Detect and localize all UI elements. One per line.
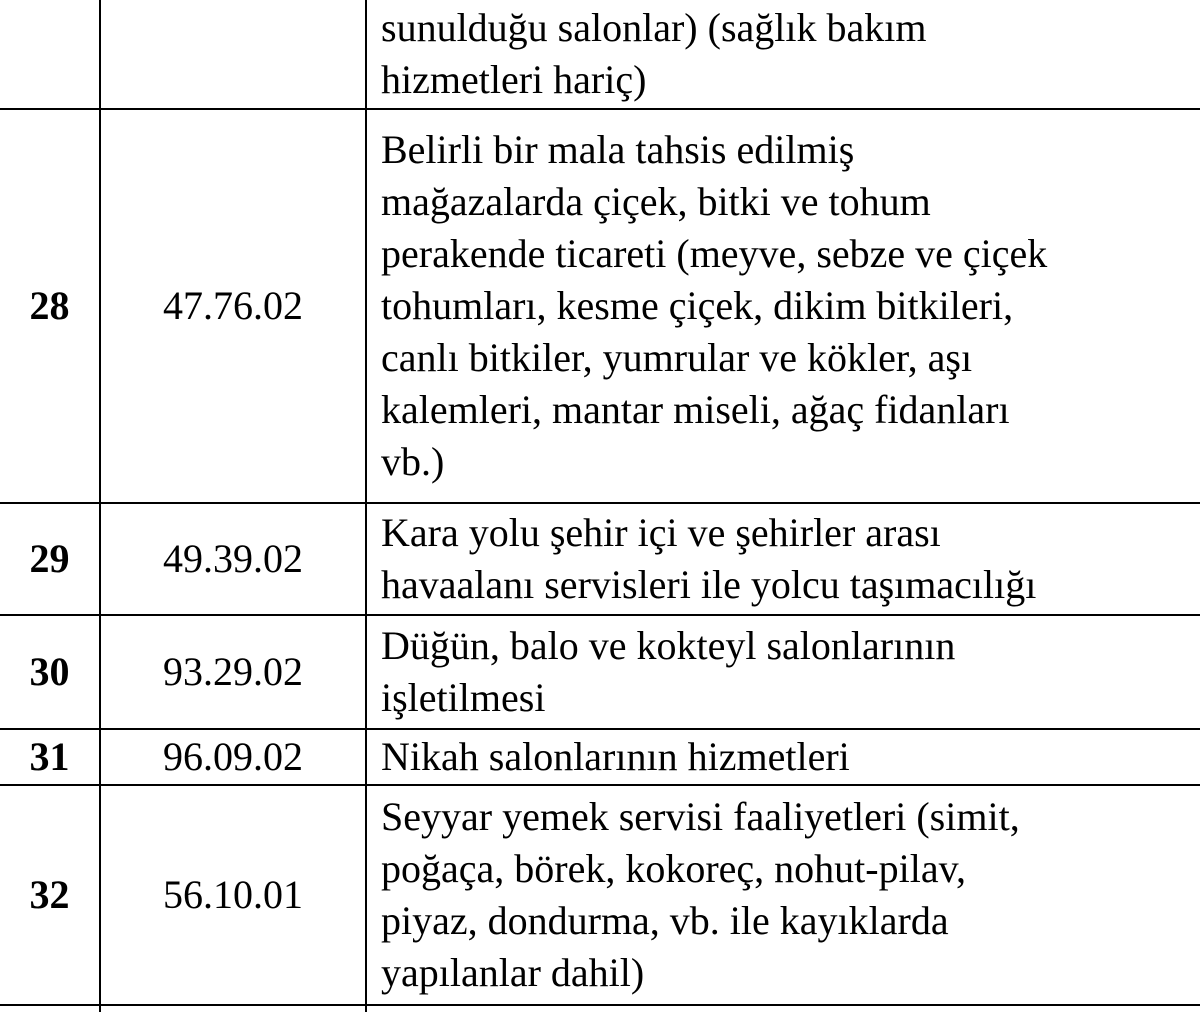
activity-code-cell: 47.76.02 — [100, 109, 366, 503]
description-line: canlı bitkiler, yumrular ve kökler, aşı — [381, 335, 973, 380]
description-cell — [366, 109, 1200, 503]
description-line: Belirli bir mala tahsis edilmiş — [381, 127, 855, 172]
table-row — [0, 0, 1200, 109]
description-line: hizmetleri hariç) — [381, 57, 647, 102]
table-row — [0, 615, 1200, 729]
description-line: Nikah salonlarının hizmetleri — [381, 734, 850, 779]
activity-code-cell: 49.39.02 — [100, 503, 366, 615]
description-line: Düğün, balo ve kokteyl salonlarının — [381, 623, 956, 668]
description-line: piyaz, dondurma, vb. ile kayıklarda — [381, 898, 949, 943]
description-line: poğaça, börek, kokoreç, nohut-pilav, — [381, 846, 966, 891]
description-line: yapılanlar dahil) — [381, 950, 645, 995]
description-cell — [366, 1005, 1200, 1012]
description-cell — [366, 615, 1200, 729]
row-number-cell — [0, 0, 100, 109]
table-row — [0, 729, 1200, 785]
description-line: havaalanı servisleri ile yolcu taşımacılığı — [381, 562, 1037, 607]
description-line: perakende ticareti (meyve, sebze ve çiçek — [381, 231, 1048, 276]
description-line: Kara yolu şehir içi ve şehirler arası — [381, 510, 941, 555]
table-row — [0, 785, 1200, 1005]
activity-code-cell: 93.29.02 — [100, 615, 366, 729]
activity-code-cell — [100, 0, 366, 109]
description-cell — [366, 729, 1200, 785]
description-line: işletilmesi — [381, 675, 546, 720]
description-cell — [366, 0, 1200, 109]
row-number-cell — [0, 1005, 100, 1012]
table-row — [0, 109, 1200, 503]
description-line: vb.) — [381, 439, 445, 484]
row-number-cell: 29 — [0, 503, 100, 615]
description-line: sunulduğu salonlar) (sağlık bakım — [381, 5, 927, 50]
table-row — [0, 503, 1200, 615]
description-cell — [366, 785, 1200, 1005]
row-number-cell: 30 — [0, 615, 100, 729]
row-number-cell: 28 — [0, 109, 100, 503]
description-cell — [366, 503, 1200, 615]
description-line: kalemleri, mantar miseli, ağaç fidanları — [381, 387, 1010, 432]
row-number-cell: 32 — [0, 785, 100, 1005]
table-row-partial — [0, 1005, 1200, 1012]
description-line: Seyyar yemek servisi faaliyetleri (simit, — [381, 794, 1020, 839]
activity-code-cell: 56.10.01 — [100, 785, 366, 1005]
activity-code-cell: 96.09.02 — [100, 729, 366, 785]
description-line: tohumları, kesme çiçek, dikim bitkileri, — [381, 283, 1014, 328]
description-line: mağazalarda çiçek, bitki ve tohum — [381, 179, 931, 224]
row-number-cell: 31 — [0, 729, 100, 785]
activity-code-cell — [100, 1005, 366, 1012]
